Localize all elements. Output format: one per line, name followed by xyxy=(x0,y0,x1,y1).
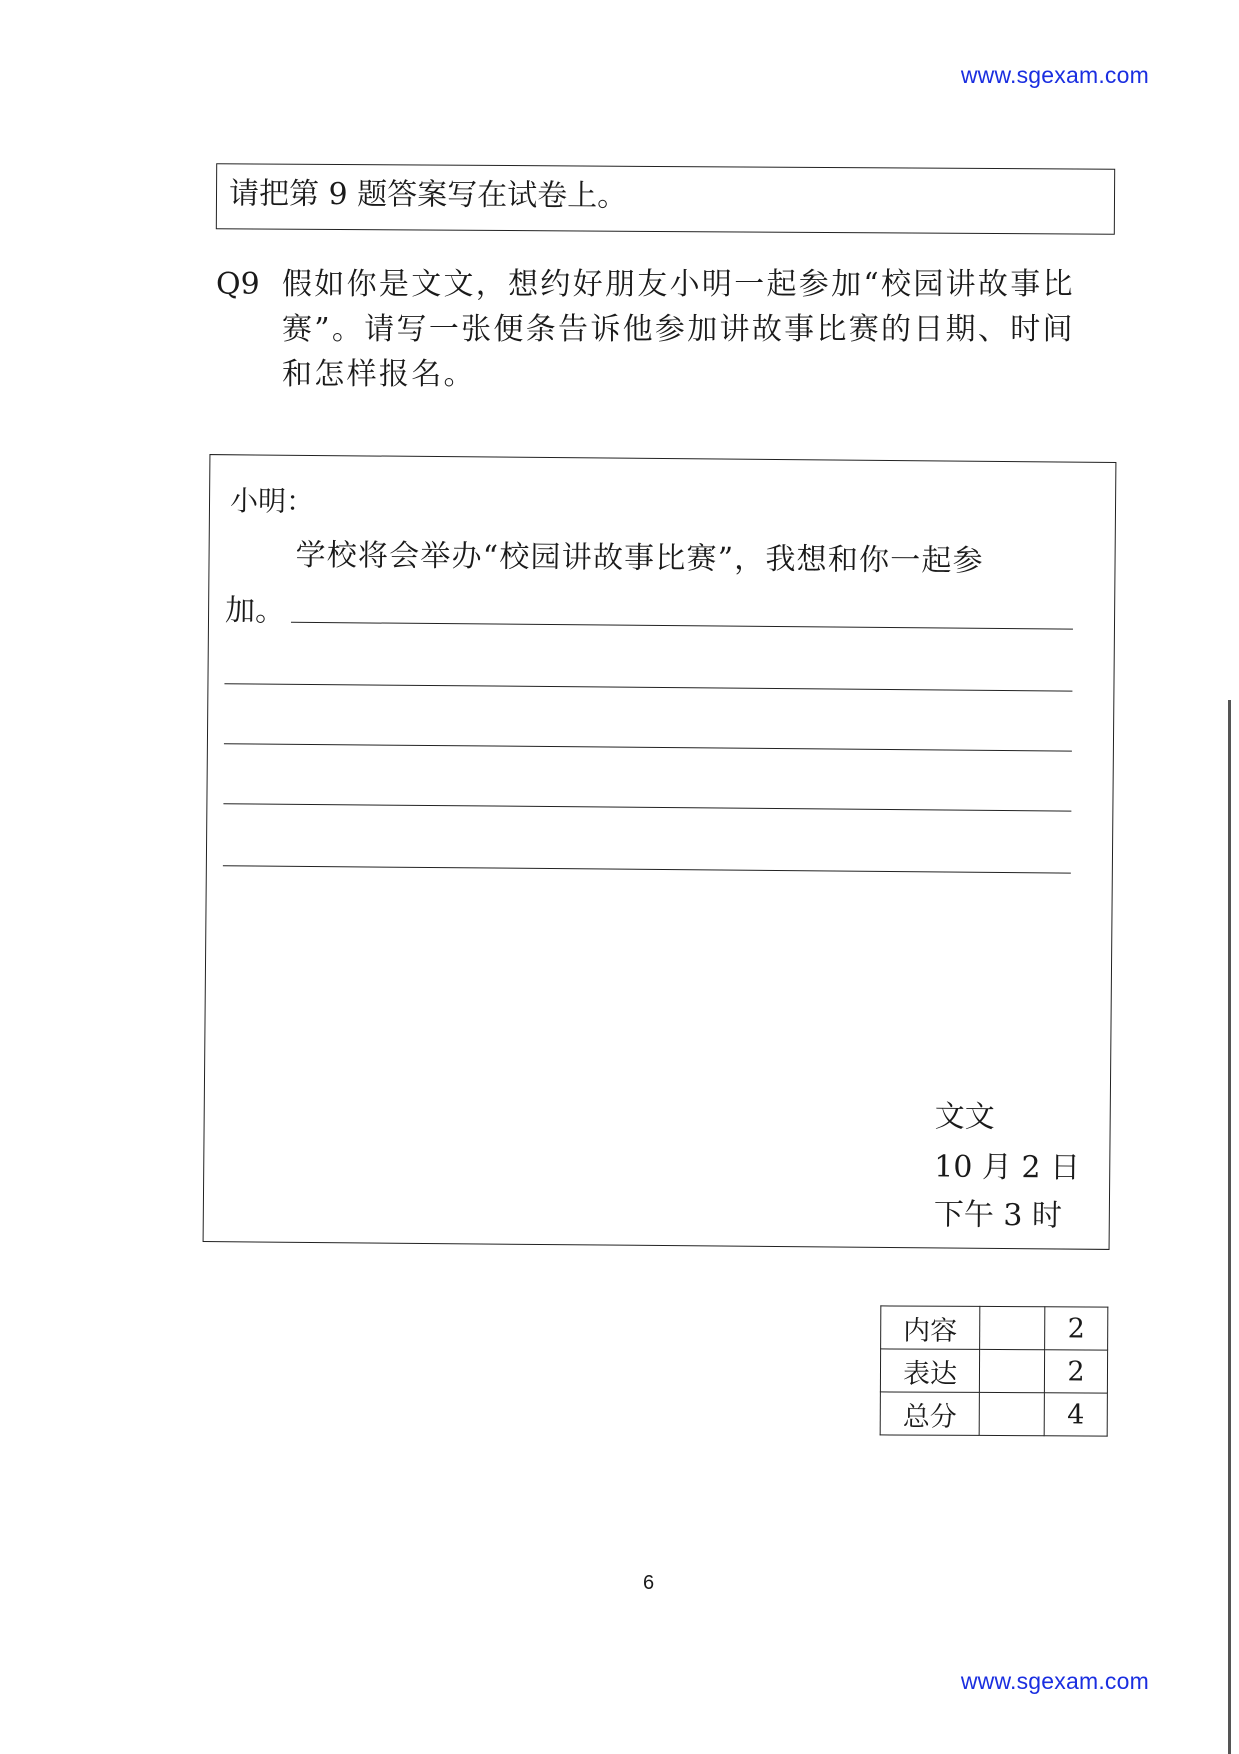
score-max: 2 xyxy=(1044,1350,1107,1393)
score-table xyxy=(880,1305,1109,1436)
answer-line[interactable] xyxy=(291,622,1073,630)
score-cell[interactable] xyxy=(979,1392,1044,1435)
answer-line[interactable] xyxy=(224,683,1072,691)
score-cell[interactable] xyxy=(979,1349,1044,1392)
score-row xyxy=(881,1306,1108,1350)
note-answer-box xyxy=(203,454,1117,1250)
score-label: 表达 xyxy=(880,1349,979,1393)
question-number: Q9 xyxy=(216,267,260,302)
question-line: 假如你是文文，想约好朋友小明一起参加“校园讲故事比 xyxy=(282,267,1075,302)
note-body-prefix: 加。 xyxy=(224,593,286,629)
score-label: 内容 xyxy=(881,1306,980,1350)
answer-line[interactable] xyxy=(224,743,1072,751)
note-body-line: 学校将会举办“校园讲故事比赛”，我想和你一起参 xyxy=(295,537,984,579)
question-9 xyxy=(216,262,1126,397)
watermark-top: www.sgexam.com xyxy=(960,62,1149,88)
signature-name: 文文 xyxy=(934,1099,995,1135)
score-label: 总分 xyxy=(880,1392,979,1436)
instruction-box xyxy=(216,163,1115,234)
instruction-text: 请把第 9 题答案写在试卷上。 xyxy=(228,176,628,214)
question-text xyxy=(282,262,1126,397)
watermark-bottom: www.sgexam.com xyxy=(960,1668,1149,1694)
scan-page-edge xyxy=(1228,700,1231,1754)
question-line: 和怎样报名。 xyxy=(282,357,476,392)
page-number: 6 xyxy=(643,1572,655,1594)
score-max: 4 xyxy=(1044,1393,1107,1436)
score-cell[interactable] xyxy=(980,1306,1045,1349)
answer-line[interactable] xyxy=(223,865,1071,873)
signature-time: 下午 3 时 xyxy=(933,1197,1063,1234)
question-line: 赛”。请写一张便条告诉他参加讲故事比赛的日期、时间 xyxy=(282,312,1075,347)
score-max: 2 xyxy=(1045,1307,1108,1350)
answer-line[interactable] xyxy=(223,803,1071,811)
note-greeting: 小明： xyxy=(229,484,315,518)
score-row xyxy=(880,1349,1107,1393)
signature-date: 10 月 2 日 xyxy=(934,1149,1081,1186)
score-row xyxy=(880,1392,1107,1436)
